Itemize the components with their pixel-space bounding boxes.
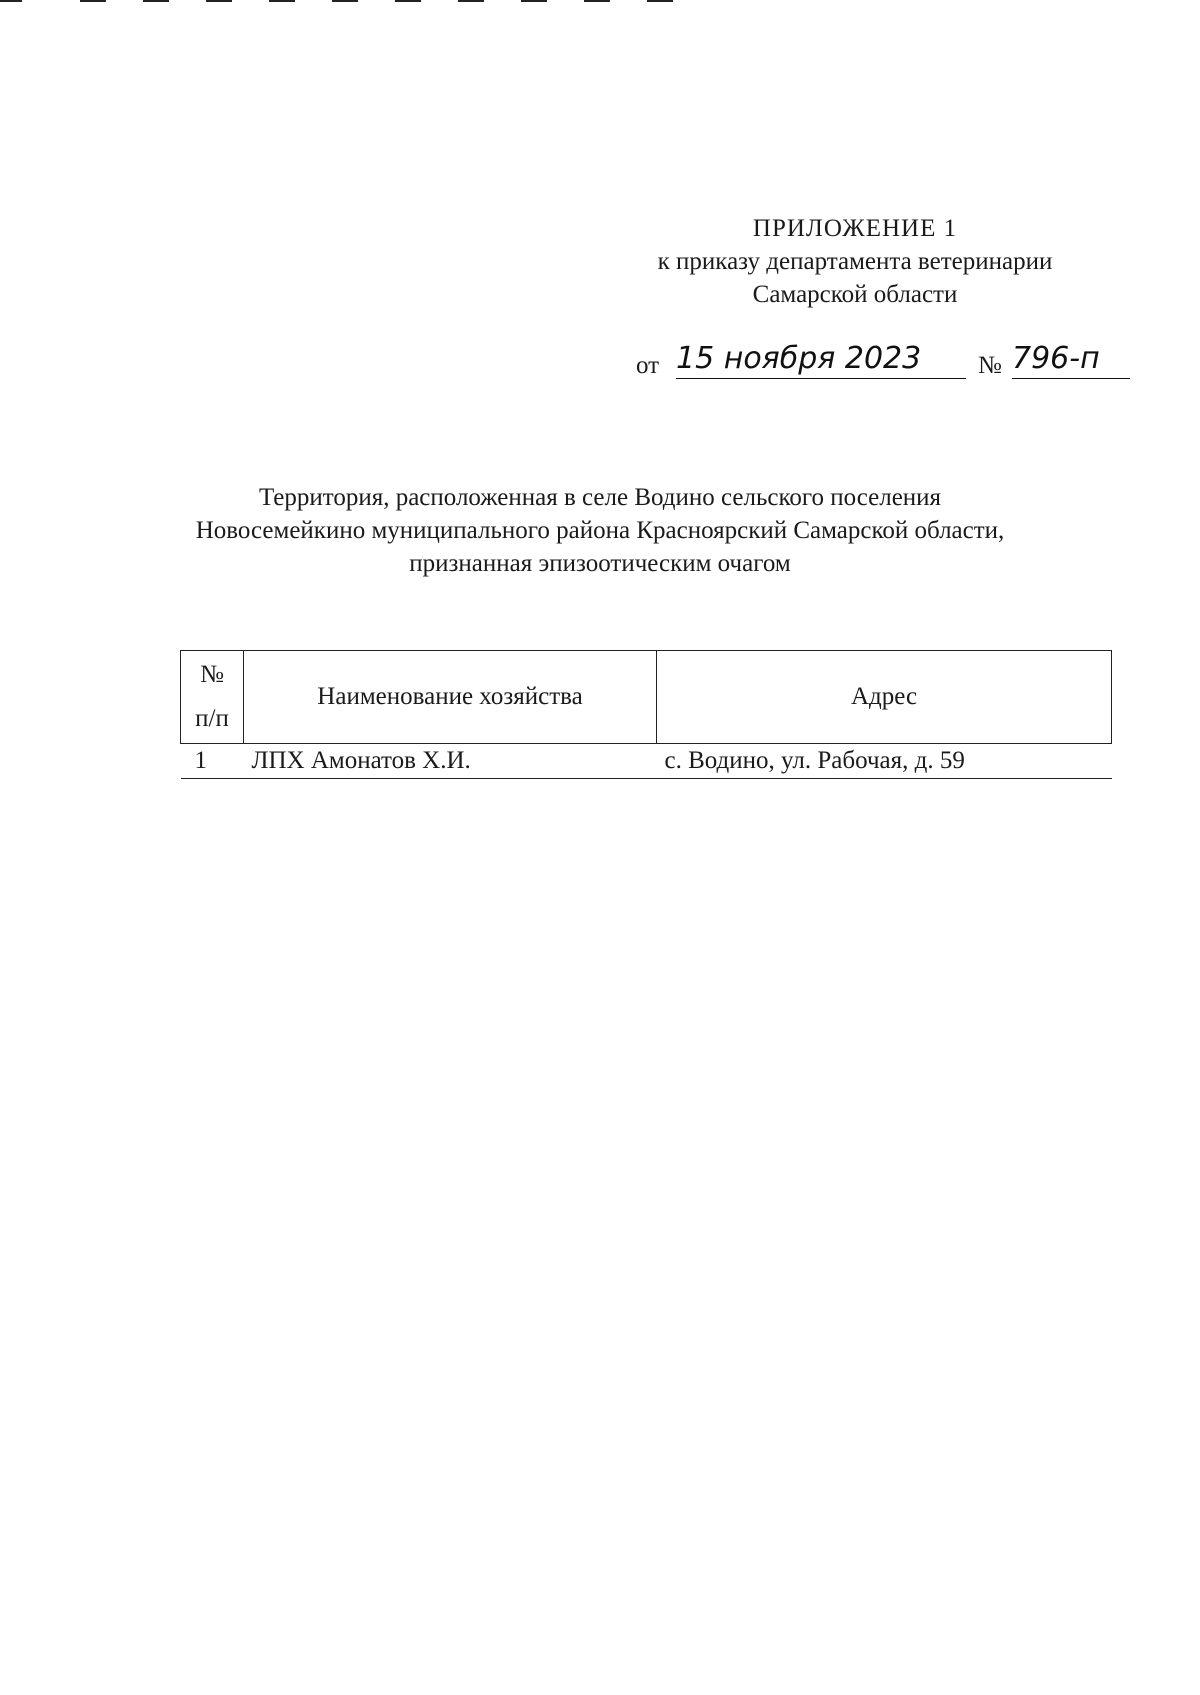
table-row — [181, 744, 1112, 779]
row-farm-name: ЛПХ Амонатов Х.И. — [244, 744, 657, 779]
order-from-label: от — [636, 352, 660, 379]
header-number-sign: № — [200, 661, 224, 688]
order-number-label: № — [978, 352, 1002, 379]
table-header-row — [181, 651, 1112, 744]
title-line-1: Территория, расположенная в селе Водино сельского поселения — [258, 484, 942, 511]
header-number — [181, 651, 244, 744]
document-title — [150, 481, 1050, 580]
header-farm-name: Наименование хозяйства — [244, 651, 657, 744]
order-date-handwritten: 15 ноября 2023 — [676, 340, 966, 379]
row-address: с. Водино, ул. Рабочая, д. 59 — [657, 744, 1112, 779]
order-number-handwritten: 796-п — [1012, 340, 1130, 379]
header-address: Адрес — [657, 651, 1112, 744]
row-number: 1 — [181, 744, 244, 779]
title-line-2: Новосемейкино муниципального района Красноярский Самарской области, — [195, 517, 1005, 544]
annex-order-reference: к приказу департамента ветеринарии — [657, 248, 1053, 275]
farm-table — [180, 650, 1112, 779]
annex-header — [620, 212, 1090, 311]
title-line-3: признанная эпизоотическим очагом — [409, 550, 791, 577]
order-date-number — [636, 340, 1156, 390]
annex-title: ПРИЛОЖЕНИЕ 1 — [752, 215, 958, 242]
annex-region: Самарской области — [752, 281, 958, 308]
header-number-pp: п/п — [195, 705, 229, 732]
